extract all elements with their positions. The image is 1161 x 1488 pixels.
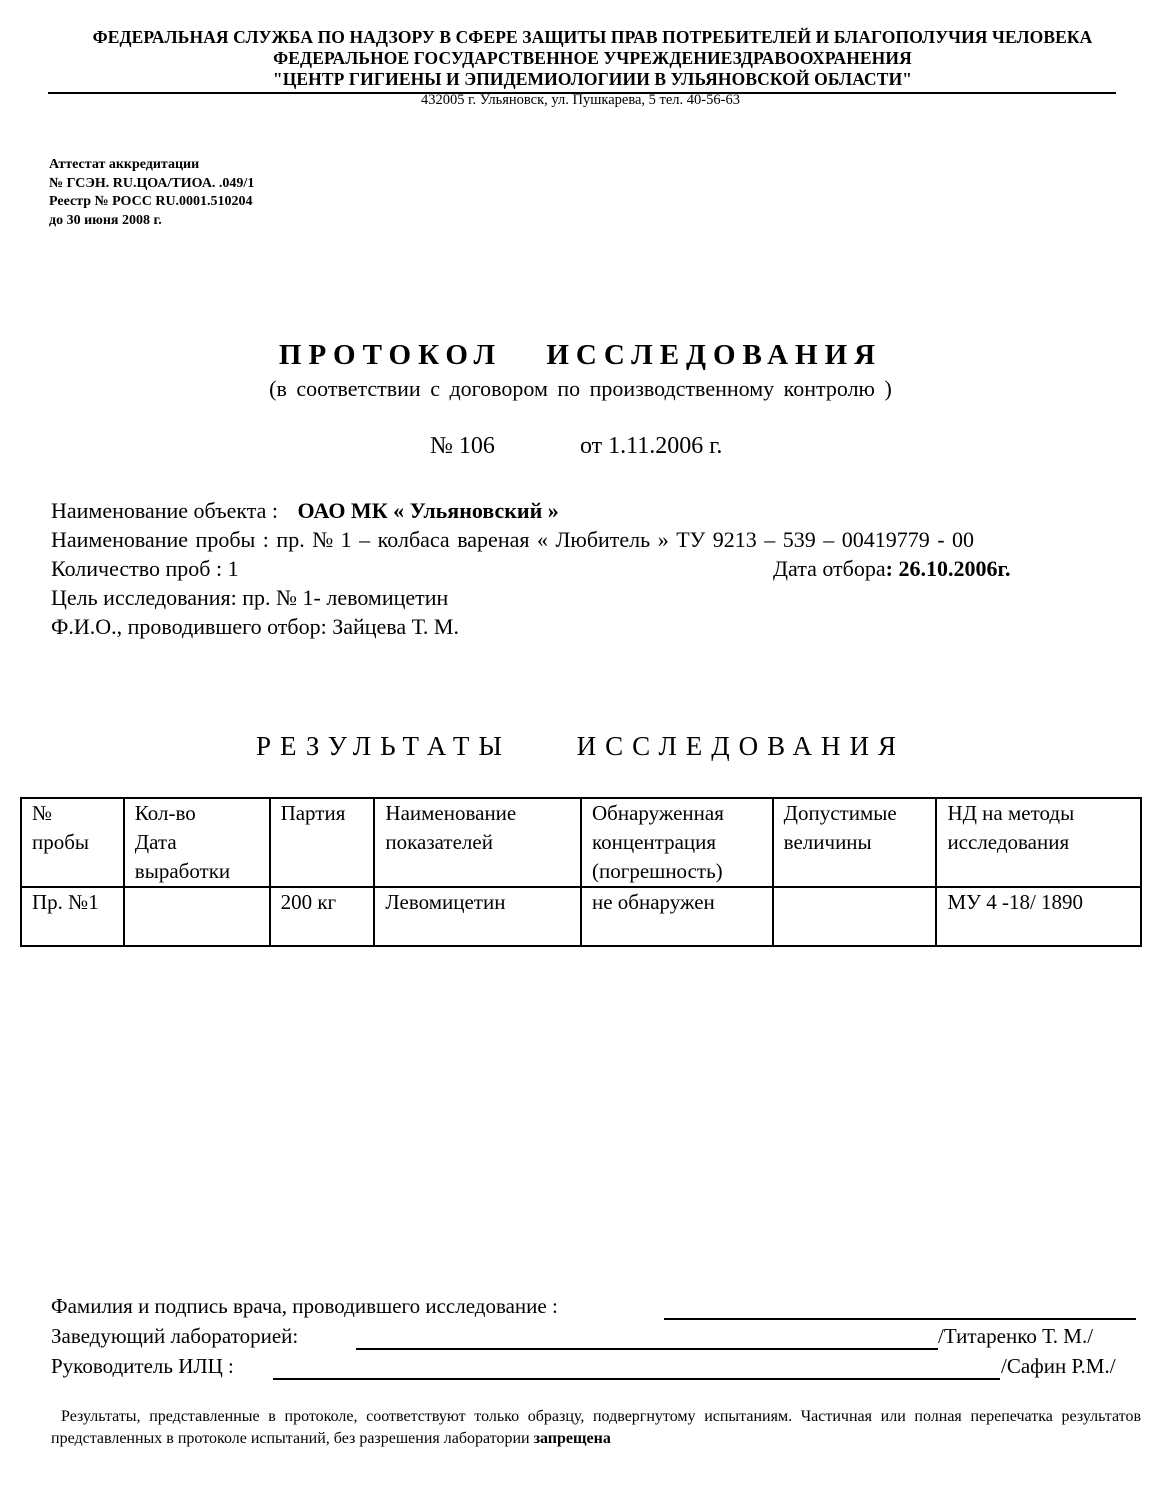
disclaimer-emphasis: запрещена [533, 1430, 611, 1447]
table-cell: Пр. №1 [21, 887, 124, 946]
accreditation-line: № ГСЭН. RU.ЦОА/ТИОА. .049/1 [49, 175, 255, 191]
ilc-head-signature-line [273, 1378, 1000, 1380]
table-cell: не обнаружен [581, 887, 773, 946]
results-title: РЕЗУЛЬТАТЫ ИССЛЕДОВАНИЯ [256, 731, 905, 761]
table-header-cell: Кол-во Дата выработки [124, 798, 270, 887]
object-label: Наименование объекта : [51, 498, 279, 523]
table-cell [124, 887, 270, 946]
org-name-line-3: "ЦЕНТР ГИГИЕНЫ И ЭПИДЕМИОЛОГИИИ В УЛЬЯНОВСКОЙ ОБЛАСТИ" [272, 69, 913, 89]
table-header-cell: Наименование показателей [374, 798, 581, 887]
accreditation-line: до 30 июня 2008 г. [49, 212, 162, 228]
table-cell [773, 887, 937, 946]
table-header-row [21, 798, 1141, 887]
table-header-cell: № пробы [21, 798, 124, 887]
doctor-signature-line [664, 1318, 1136, 1320]
table-cell: 200 кг [270, 887, 375, 946]
table-header-cell: НД на методы исследования [936, 798, 1141, 887]
table-cell: Левомицетин [374, 887, 581, 946]
lab-head-name: /Титаренко Т. М./ [938, 1324, 1094, 1348]
purpose-field: Цель исследования: пр. № 1- левомицетин [51, 585, 449, 610]
sampler-field: Ф.И.О., проводившего отбор: Зайцева Т. М. [51, 614, 459, 639]
lab-head-signature-line [356, 1348, 938, 1350]
accreditation-line: Аттестат аккредитации [49, 157, 200, 172]
org-name-line-1: ФЕДЕРАЛЬНАЯ СЛУЖБА ПО НАДЗОРУ В СФЕРЕ ЗАЩИТЫ ПРАВ ПОТРЕБИТЕЛЕЙ И БЛАГОПОЛУЧИЯ ЧЕЛОВЕКА [92, 27, 1093, 47]
document-subtitle: (в соответствии с договором по производственному контролю ) [269, 376, 892, 401]
org-address: 432005 г. Ульяновск, ул. Пушкарева, 5 тел. 40-56-63 [421, 92, 740, 108]
protocol-number: № 106 [430, 433, 495, 459]
sampling-date-label: Дата отбора [773, 556, 886, 581]
lab-head-label: Заведующий лабораторией: [51, 1324, 299, 1348]
disclaimer-text: Результаты, представленные в протоколе, соответствуют только образцу, подвергнутому испытаниям. Частичная или полная перепечатка результатов представленных в протоколе испытаний, без разрешения лаборатории [51, 1408, 1141, 1447]
protocol-date: от 1.11.2006 г. [580, 433, 723, 459]
table-header-cell: Партия [270, 798, 375, 887]
org-name-line-2: ФЕДЕРАЛЬНОЕ ГОСУДАРСТВЕННОЕ УЧРЕЖДЕНИЕЗДРАВООХРАНЕНИЯ [273, 48, 912, 68]
doctor-signature-label: Фамилия и подпись врача, проводившего исследование : [51, 1294, 558, 1318]
table-row [21, 887, 1141, 946]
object-value: ОАО МК « Ульяновский » [297, 498, 559, 523]
document-title: ПРОТОКОЛ ИССЛЕДОВАНИЯ [278, 339, 883, 371]
sampling-date-value: : 26.10.2006г. [885, 556, 1011, 581]
ilc-head-name: /Сафин Р.М./ [1001, 1354, 1116, 1378]
sample-name-field: Наименование пробы : пр. № 1 – колбаса вареная « Любитель » ТУ 9213 – 539 – 00419779 - 00 [51, 527, 975, 552]
accreditation-line: Реестр № РОСС RU.0001.510204 [49, 194, 253, 209]
ilc-head-label: Руководитель ИЛЦ : [51, 1354, 234, 1378]
disclaimer-note [51, 1406, 1141, 1450]
sample-count-field: Количество проб : 1 [51, 556, 239, 581]
table-cell: МУ 4 -18/ 1890 [936, 887, 1141, 946]
table-header-cell: Допустимые величины [773, 798, 937, 887]
table-header-cell: Обнаруженная концентрация (погрешность) [581, 798, 773, 887]
results-table [20, 797, 1142, 947]
sampling-date-field [773, 556, 1010, 582]
accreditation-block [49, 156, 254, 230]
object-field [51, 498, 559, 524]
